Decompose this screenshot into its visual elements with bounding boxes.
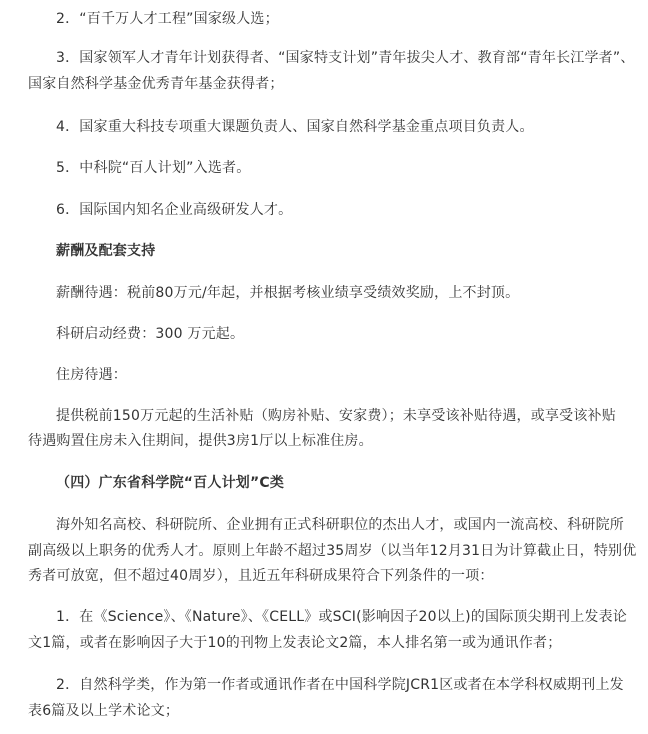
salary-paragraph: 薪酬待遇：税前80万元/年起，并根据考核业绩享受绩效奖励，上不封顶。 <box>56 285 520 301</box>
list-item-5: 5．中科院“百人计划”入选者。 <box>56 160 251 176</box>
housing-label: 住房待遇： <box>56 367 127 383</box>
c-class-paragraph-line1: 海外知名高校、科研院所、企业拥有正式科研职位的杰出人才，或国内一流高校、科研院所 <box>56 517 624 533</box>
condition-1-line2: 文1篇，或者在影响因子大于10的刊物上发表论文2篇，本人排名第一或为通讯作者； <box>28 635 562 651</box>
list-item-6: 6．国际国内知名企业高级研发人才。 <box>56 202 293 218</box>
housing-paragraph-line1: 提供税前150万元起的生活补贴（购房补贴、安家费）；未享受该补贴待遇，或享受该补贴 <box>56 408 616 424</box>
list-item-3-line2: 国家自然科学基金优秀青年基金获得者； <box>28 76 284 92</box>
section-heading-c-class: （四）广东省科学院“百人计划”C类 <box>56 475 285 491</box>
list-item-4: 4．国家重大科技专项重大课题负责人、国家自然科学基金重点项目负责人。 <box>56 119 534 135</box>
section-heading-salary: 薪酬及配套支持 <box>56 243 156 259</box>
research-funding-paragraph: 科研启动经费：300 万元起。 <box>56 326 245 342</box>
condition-2-line2: 表6篇及以上学术论文； <box>28 703 180 719</box>
housing-paragraph-line2: 待遇购置住房未入住期间，提供3房1厅以上标准住房。 <box>28 433 373 449</box>
condition-2-line1: 2．自然科学类，作为第一作者或通讯作者在中国科学院JCR1区或者在本学科权威期刊上发 <box>56 677 624 693</box>
c-class-paragraph-line2: 副高级以上职务的优秀人才。原则上年龄不超过35周岁（以当年12月31日为计算截止日，特别优 <box>28 543 637 559</box>
c-class-paragraph-line3: 秀者可放宽，但不超过40周岁），且近五年科研成果符合下列条件的一项： <box>28 568 494 584</box>
list-item-2: 2．“百千万人才工程”国家级人选； <box>56 11 279 27</box>
condition-1-line1: 1．在《Science》、《Nature》、《CELL》或SCI(影响因子20以上)的国际顶尖期刊上发表论 <box>56 609 628 625</box>
list-item-3-line1: 3．国家领军人才青年计划获得者、“国家特支计划”青年拔尖人才、教育部“青年长江学者”、 <box>56 50 635 66</box>
